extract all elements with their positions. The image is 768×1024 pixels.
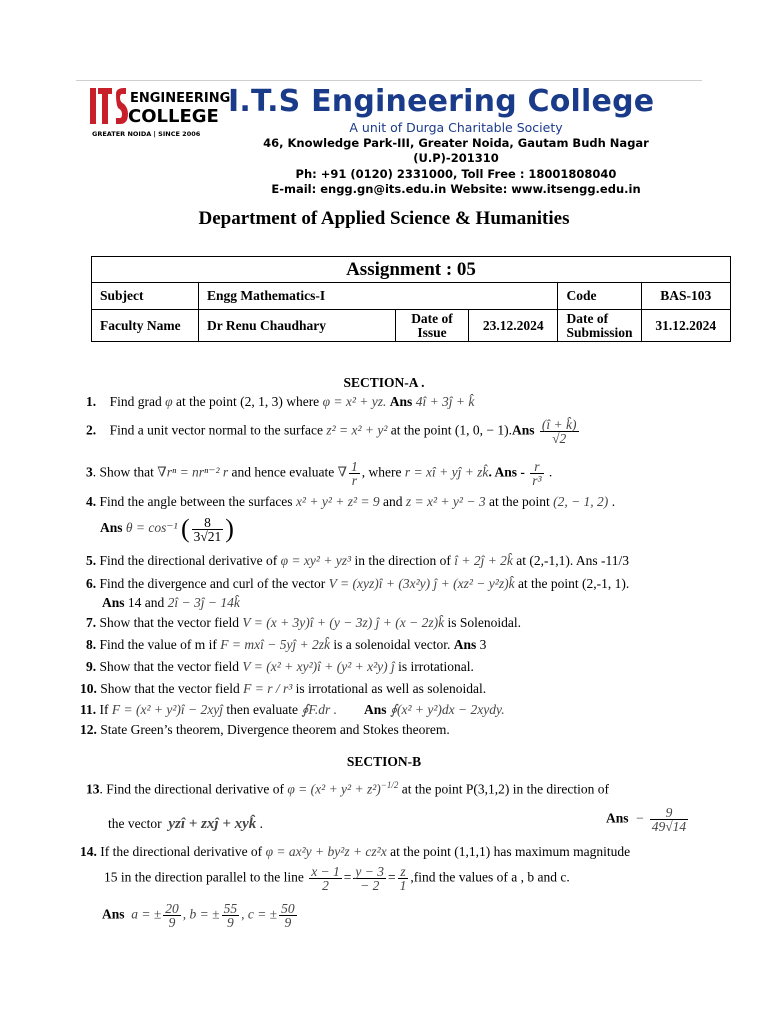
faculty-label: Faculty Name xyxy=(92,310,199,342)
question-9: 9. Show that the vector field V = (x² + xy²)î + (y² + x²y) ĵ is irrotational. xyxy=(86,659,474,674)
q2-answer-fraction: $\frac{(î + k̂)}{√2}$ xyxy=(541,417,577,446)
question-4: 4. Find the angle between the surfaces x² + y² + z² = 9 and z = x² + y² − 3 at the point (2, − 1, 2) . xyxy=(86,494,616,509)
question-13-line-2: the vector yzî + zxĵ + xyk̂ . xyxy=(108,816,264,832)
question-11: 11. If F = (x² + y²)î − 2xyĵ then evaluate ∮F.dr . Ans ∮(x² + y²)dx − 2xydy. xyxy=(80,702,505,717)
question-2: 2. Find a unit vector normal to the surface z² = x² + y² at the point (1, 0, − 1).Ans $\frac{(î + k̂)}{√2}$ xyxy=(86,417,577,446)
question-14-answer: Ans a = ± $\frac{20}{9}$ , b = ± $\frac{55}{9}$ , c = ± $\frac{50}{9}$ xyxy=(102,901,295,930)
college-unit: A unit of Durga Charitable Society xyxy=(349,120,563,135)
subject-value: Engg Mathematics-I xyxy=(199,283,558,310)
q3-answer-fraction: $\frac{r}{\text{r³}}$ xyxy=(532,459,542,488)
department-title: Department of Applied Science & Humanities xyxy=(198,208,570,229)
question-6: 6. Find the divergence and curl of the vector V = (xyz)î + (3x²y) ĵ + (xz² − y²z)k̂ at the point (2,-1, 1). xyxy=(86,576,630,591)
submission-label: Date of Submission xyxy=(558,310,641,342)
section-a-heading: SECTION-A . xyxy=(343,375,425,390)
question-8: 8. Find the value of m if F = mxî − 5yĵ + 2zk̂ is a solenoidal vector. Ans 3 xyxy=(86,637,487,652)
question-3: 3. Show that ∇rⁿ = nrⁿ⁻² r and hence evaluate ∇ $\frac{1}{r}$ , where r = xî + yĵ + zk̂. Ans - $\frac{r}{\text{r³}}$ . xyxy=(86,459,553,488)
college-logo xyxy=(90,84,231,140)
question-13-answer: Ans − $\frac{9}{49√14}$ xyxy=(606,805,687,834)
q13-answer-fraction: $\frac{9}{49√14}$ xyxy=(651,805,687,834)
college-contact-block xyxy=(246,120,666,198)
question-7: 7. Show that the vector field V = (x + 3y)î + (y − 3z) ĵ + (x − 2z)k̂ is Solenoidal. xyxy=(86,615,521,630)
question-10: 10. Show that the vector field F = r / r³ is irrotational as well as solenoidal. xyxy=(80,681,487,696)
question-12: 12. State Green’s theorem, Divergence theorem and Stokes theorem. xyxy=(80,722,450,737)
college-email: E-mail: engg.gn@its.edu.in Website: www.itsengg.edu.in xyxy=(271,182,641,196)
question-4-answer: Ans θ = cos⁻¹ ( $\frac{8}{3√21}$ ) xyxy=(100,514,234,544)
logo-text-college: COLLEGE xyxy=(128,106,219,127)
section-b-heading: SECTION-B xyxy=(346,754,422,769)
question-1: 1. Find grad φ at the point (2, 1, 3) where φ = x² + yz. Ans 4î + 3ĵ + k̂ xyxy=(86,394,475,409)
college-address: 46, Knowledge Park-III, Greater Noida, Gautam Budh Nagar (U.P)-201310 xyxy=(263,135,649,165)
q4-answer-fraction: $\frac{8}{3√21}$ xyxy=(193,514,222,544)
faculty-value: Dr Renu Chaudhary xyxy=(199,310,396,342)
assignment-info-table xyxy=(91,256,731,342)
code-value: BAS-103 xyxy=(641,283,730,310)
question-6-answer: Ans 14 and 2î − 3ĵ − 14k̂ xyxy=(102,595,240,610)
logo-text-engineering: ENGINEERING xyxy=(130,91,231,106)
question-13: 13. Find the directional derivative of $\varphi = (x^2 + y^2 + z^2)^{-1/2}$ at the point P(3,1,2) in the direction of xyxy=(86,780,610,797)
assignment-title: Assignment : 05 xyxy=(92,257,731,283)
submission-value: 31.12.2024 xyxy=(641,310,730,342)
subject-label: Subject xyxy=(92,283,199,310)
issue-label: Date of Issue xyxy=(396,310,469,342)
issue-value: 23.12.2024 xyxy=(469,310,558,342)
college-phone: Ph: +91 (0120) 2331000, Toll Free : 18001808040 xyxy=(295,166,617,181)
header-top-line xyxy=(76,80,702,81)
logo-tagline: GREATER NOIDA | SINCE 2006 xyxy=(92,130,201,138)
college-name: I.T.S Engineering College xyxy=(228,84,655,119)
question-5: 5. Find the directional derivative of φ = xy² + yz³ in the direction of î + 2ĵ + 2k̂ at (2,-1,1). Ans -11/3 xyxy=(86,553,630,568)
code-label: Code xyxy=(558,283,641,310)
question-14: 14. If the directional derivative of φ = ax²y + by²z + cz²x at the point (1,1,1) has maximum magnitude xyxy=(80,844,631,859)
question-14-line-2: 15 in the direction parallel to the line $\frac{x - 1}{2}$ = $\frac{y - 3}{- 2}$ = $\frac{z}{1}$ ,find the values of a , b and c. xyxy=(104,864,570,893)
q3-fraction: $\frac{1}{r}$ xyxy=(351,459,358,488)
